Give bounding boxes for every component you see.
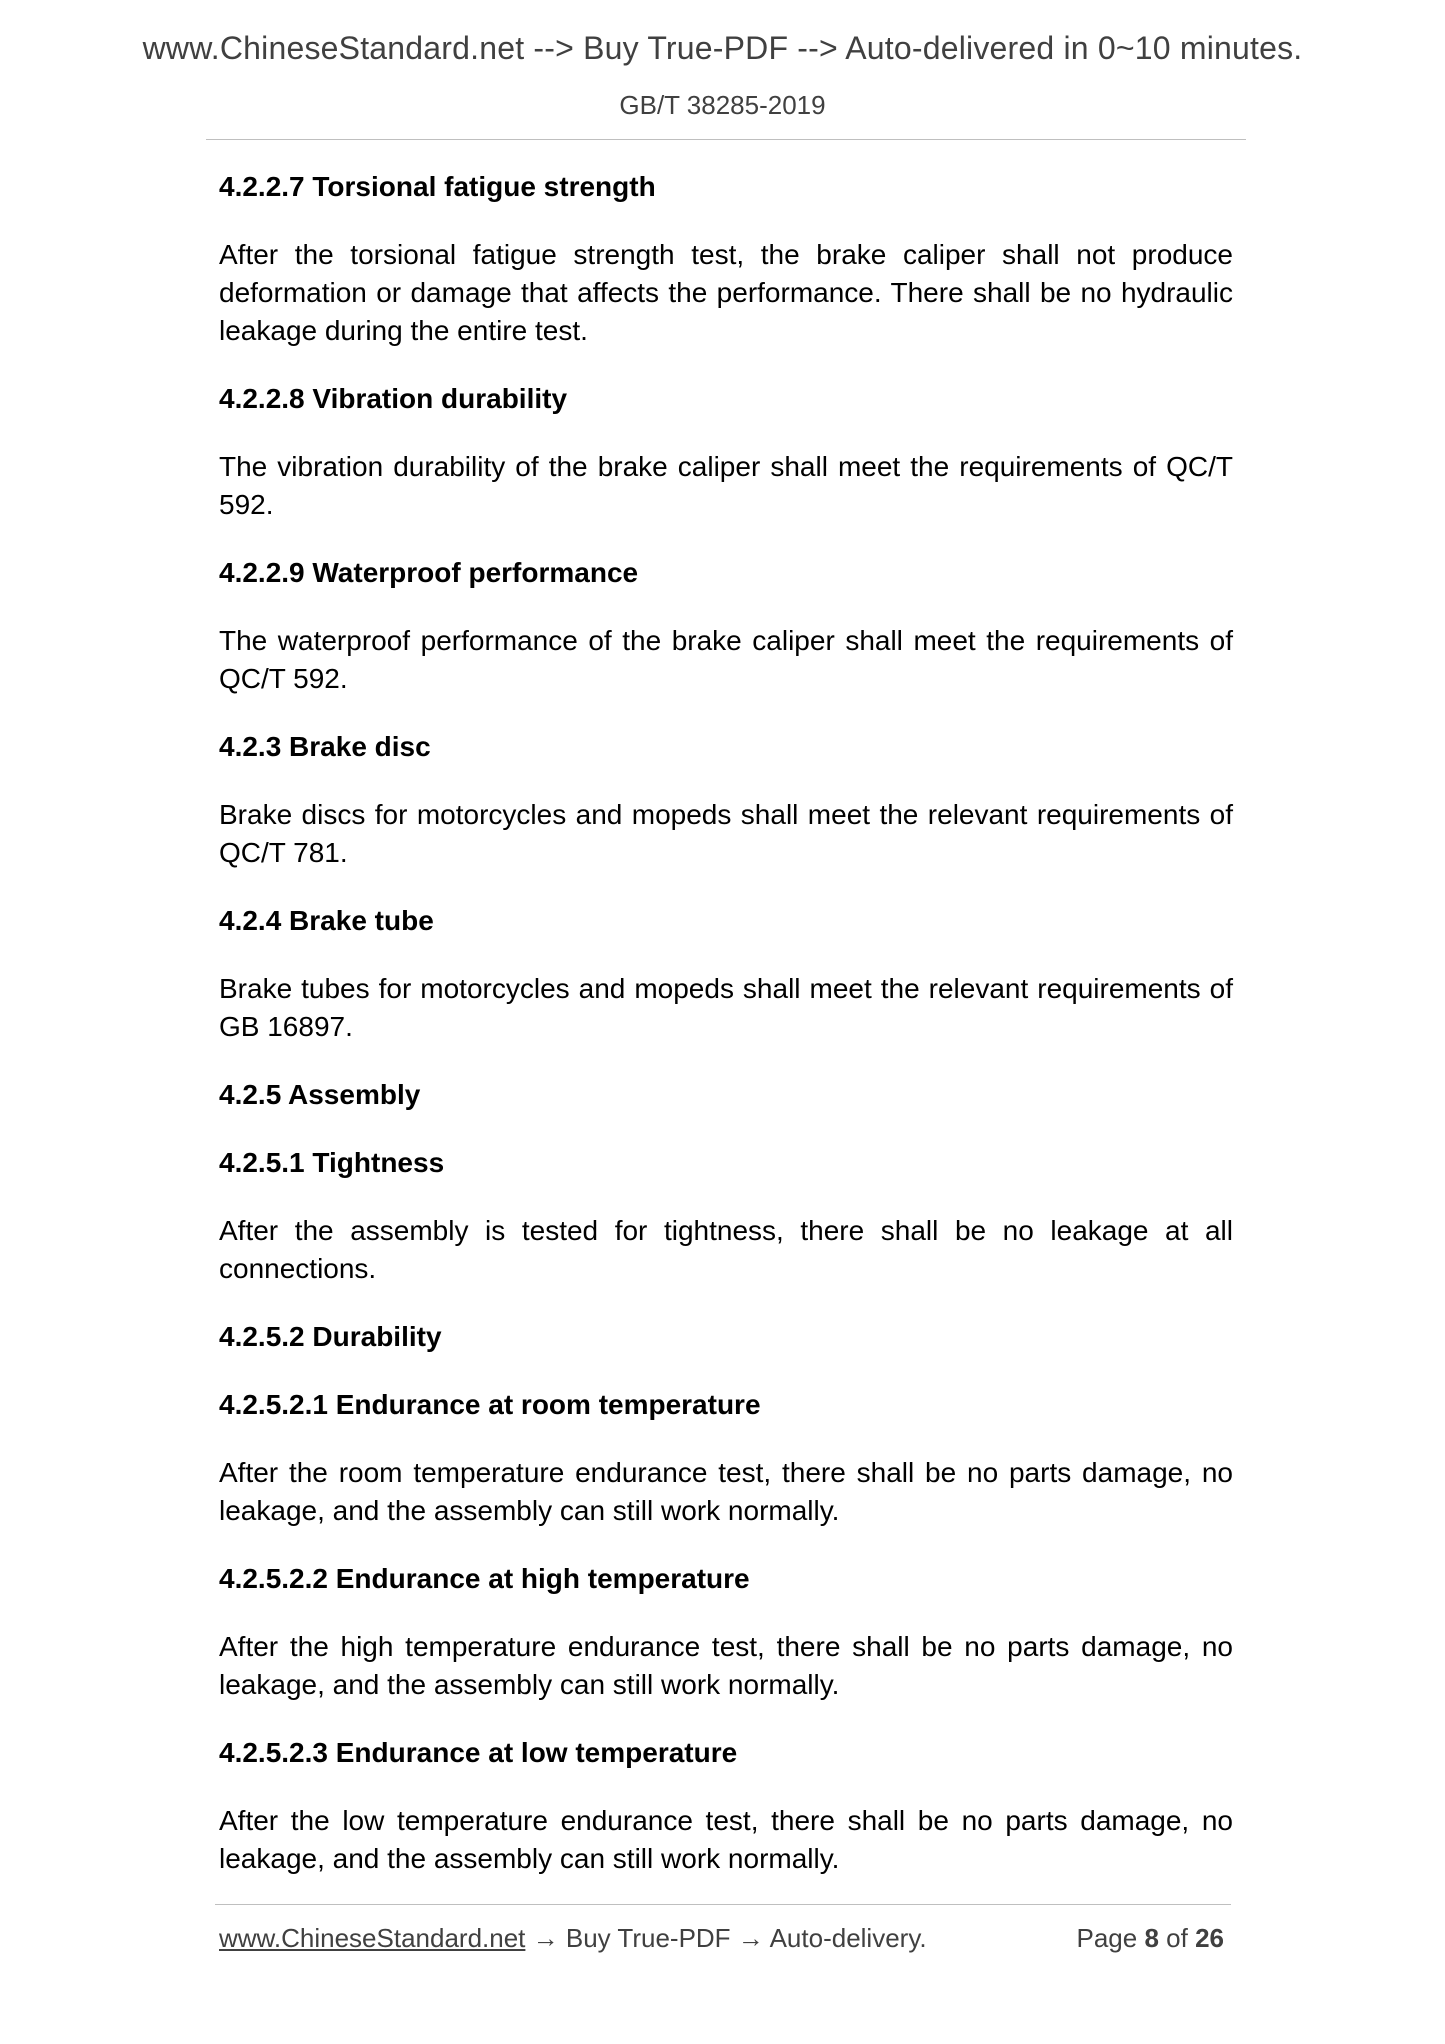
footer-buy-text: Buy True-PDF (565, 1923, 731, 1953)
section-paragraph: The vibration durability of the brake caliper shall meet the requirements of QC/T 592. (219, 451, 1233, 520)
document-body (219, 168, 1233, 1908)
section-heading: 4.2.5.2.3 Endurance at low temperature (219, 1737, 738, 1768)
section-heading: 4.2.3 Brake disc (219, 731, 431, 762)
section-heading: 4.2.5.2.2 Endurance at high temperature (219, 1563, 750, 1594)
section-paragraph: Brake tubes for motorcycles and mopeds shall meet the relevant requirements of GB 16897. (219, 973, 1233, 1042)
section-heading: 4.2.5 Assembly (219, 1079, 421, 1110)
section-paragraph: After the high temperature endurance test, there shall be no parts damage, no leakage, and the assembly can still work normally. (219, 1631, 1233, 1700)
page-total: 26 (1195, 1923, 1224, 1953)
page-label: Page (1076, 1923, 1138, 1953)
top-banner: www.ChineseStandard.net --> Buy True-PDF --> Auto-delivered in 0~10 minutes. (142, 30, 1303, 66)
section-heading: 4.2.5.1 Tightness (219, 1147, 445, 1178)
section-heading: 4.2.2.7 Torsional fatigue strength (219, 171, 656, 202)
footer-delivery-text: Auto-delivery. (769, 1923, 927, 1953)
arrow-right-icon: → (730, 1923, 770, 1953)
section-paragraph: The waterproof performance of the brake caliper shall meet the requirements of QC/T 592. (219, 625, 1233, 694)
footer-promo (219, 1923, 927, 1954)
page-indicator (1076, 1923, 1224, 1954)
footer-site-link[interactable]: www.ChineseStandard.net (219, 1923, 526, 1953)
section-heading: 4.2.4 Brake tube (219, 905, 434, 936)
section-paragraph: After the room temperature endurance test, there shall be no parts damage, no leakage, and the assembly can still work normally. (219, 1457, 1233, 1526)
section-heading: 4.2.5.2 Durability (219, 1321, 442, 1352)
document-code: GB/T 38285-2019 (619, 90, 826, 120)
section-paragraph: After the low temperature endurance test, there shall be no parts damage, no leakage, and the assembly can still work normally. (219, 1805, 1233, 1874)
header-divider (206, 139, 1246, 140)
section-paragraph: After the assembly is tested for tightness, there shall be no leakage at all connections. (219, 1215, 1233, 1284)
section-heading: 4.2.2.8 Vibration durability (219, 383, 568, 414)
page-current: 8 (1144, 1923, 1159, 1953)
footer-divider (215, 1904, 1231, 1905)
section-heading: 4.2.2.9 Waterproof performance (219, 557, 639, 588)
page-of-label: of (1166, 1923, 1188, 1953)
section-heading: 4.2.5.2.1 Endurance at room temperature (219, 1389, 761, 1420)
arrow-right-icon: → (525, 1923, 566, 1953)
section-paragraph: After the torsional fatigue strength test, the brake caliper shall not produce deformation or damage that affects the performance. There shall be no hydraulic leakage during the entire test. (219, 239, 1233, 346)
section-paragraph: Brake discs for motorcycles and mopeds shall meet the relevant requirements of QC/T 781. (219, 799, 1233, 868)
